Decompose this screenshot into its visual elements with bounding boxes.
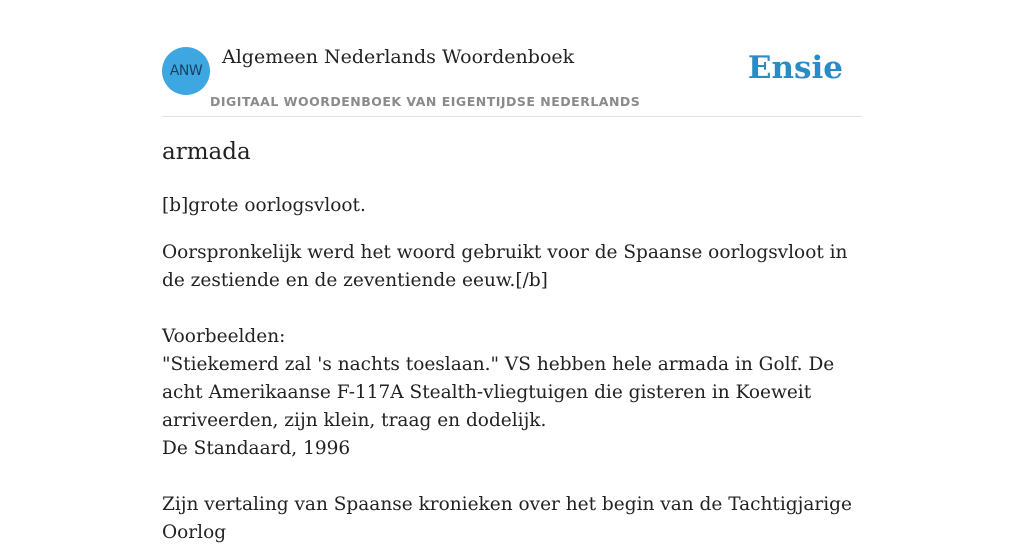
example-quote: Zijn vertaling van Spaanse kronieken over het begin van de Tachtigjarige Oorlog xyxy=(162,494,852,543)
examples-label: Voorbeelden: xyxy=(162,326,286,347)
site-tagline: DIGITAAL WOORDENBOEK VAN EIGENTIJDSE NEDERLANDS xyxy=(210,94,641,109)
spacer xyxy=(162,295,862,323)
entry-headword: armada xyxy=(162,139,251,165)
example-source: De Standaard, 1996 xyxy=(162,438,351,459)
anw-logo[interactable]: ANW xyxy=(162,47,210,95)
site-title[interactable]: Algemeen Nederlands Woordenboek xyxy=(222,46,575,68)
spacer xyxy=(162,463,862,491)
entry-body xyxy=(162,192,862,547)
site-header xyxy=(162,0,862,117)
page xyxy=(162,0,862,543)
entry-definition: [b]grote oorlogsvloot. xyxy=(162,195,366,216)
example-quote: "Stiekemerd zal 's nachts toeslaan." VS hebben hele armada in Golf. De acht Amerikaanse F-117A Stealth-vliegtuigen die gisteren in Koeweit arriveerden, zijn klein, traag en dodelijk. xyxy=(162,354,835,431)
entry-origin: Oorspronkelijk werd het woord gebruikt voor de Spaanse oorlogsvloot in de zestiende en de zeventiende eeuw.[/b] xyxy=(162,242,848,291)
ensie-logo-link[interactable]: Ensie xyxy=(747,50,843,86)
